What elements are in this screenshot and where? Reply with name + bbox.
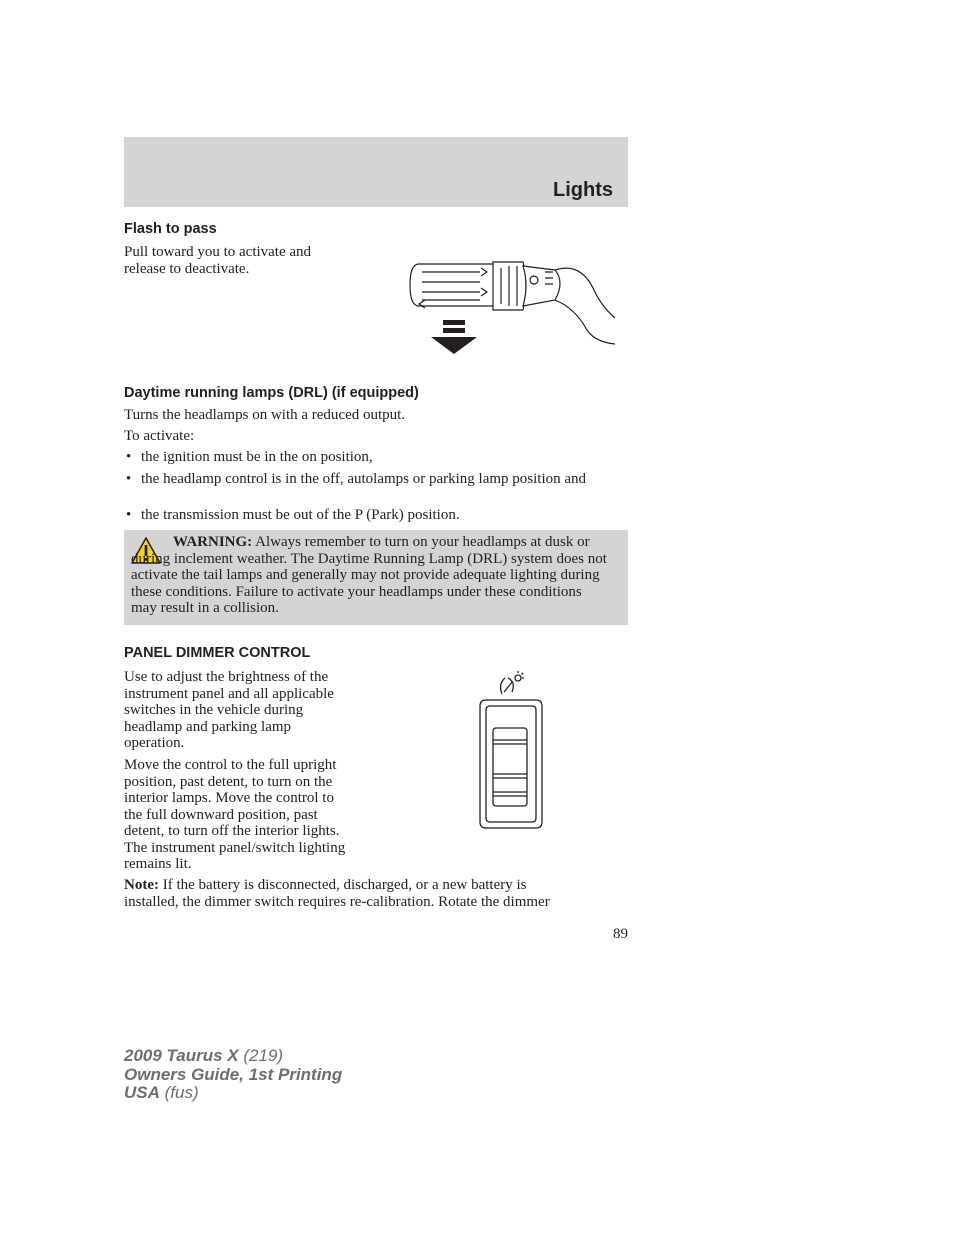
note-label: Note: (124, 877, 159, 893)
panel-dimmer-para-2-line: The instrument panel/switch lighting (124, 839, 346, 856)
footer-market: USA (124, 1083, 160, 1102)
panel-dimmer-heading: PANEL DIMMER CONTROL (124, 645, 311, 661)
panel-dimmer-para-2-line: position, past detent, to turn on the (124, 773, 333, 790)
panel-dimmer-para-2-line: the full downward position, past (124, 806, 318, 823)
footer-line-2: Owners Guide, 1st Printing (124, 1064, 343, 1084)
panel-dimmer-para-1-line: headlamp and parking lamp (124, 718, 292, 735)
footer-model: 2009 Taurus X (124, 1046, 239, 1065)
warning-box (124, 530, 628, 625)
note-line-1 (124, 877, 527, 894)
panel-dimmer-para-1-line: Use to adjust the brightness of the (124, 669, 329, 685)
panel-dimmer-para-2 (124, 757, 345, 873)
drl-bullet-3: • the transmission must be out of the P (Park) position. (124, 508, 628, 523)
page-number: 89 (613, 926, 628, 942)
panel-dimmer-para-1 (124, 669, 334, 752)
panel-dimmer-para-2-line: Move the control to the full upright (124, 757, 337, 773)
footer-line-3 (124, 1084, 342, 1103)
drl-bullet-1: • the ignition must be in the on position, (124, 450, 628, 465)
drl-heading: Daytime running lamps (DRL) (if equipped) (124, 385, 419, 401)
chapter-title: Lights (553, 179, 613, 201)
note-text-1: If the battery is disconnected, discharged, or a new battery is (162, 877, 527, 893)
drl-to-activate: To activate: (124, 428, 195, 444)
flash-to-pass-line-2: release to deactivate. (124, 261, 250, 277)
panel-dimmer-para-1-line: switches in the vehicle during (124, 702, 304, 718)
dimmer-switch-illustration (478, 670, 546, 832)
warning-body: Always remember to turn on your headlamps at dusk or during inclement weather. The Daytime Running Lamp (DRL) system does not activate the tail lamps and generally may not provide adequate lighting during these conditions. Failure to activate your headlamps under these conditions may result in a collision. (131, 534, 607, 617)
footer-model-code: (219) (238, 1046, 284, 1065)
panel-dimmer-para-1-line: operation. (124, 735, 185, 751)
chapter-header (124, 137, 628, 207)
panel-dimmer-para-2-line: interior lamps. Move the control to (124, 790, 334, 806)
panel-dimmer-para-2-line: detent, to turn off the interior lights. (124, 823, 340, 839)
footer-line-1 (124, 1047, 342, 1066)
multifunction-lever-illustration (405, 258, 620, 358)
drl-intro: Turns the headlamps on with a reduced output. (124, 407, 406, 423)
footer-market-code: (fus) (159, 1083, 199, 1102)
footer (124, 1047, 342, 1103)
panel-dimmer-para-2-line: remains lit. (124, 856, 192, 872)
note-line-2: installed, the dimmer switch requires re-calibration. Rotate the dimmer (124, 894, 550, 910)
flash-to-pass-heading: Flash to pass (124, 221, 217, 237)
panel-dimmer-para-1-line: instrument panel and all applicable (124, 685, 334, 702)
warning-text (131, 534, 611, 617)
drl-bullet-2: • the headlamp control is in the off, autolamps or parking lamp position and (124, 472, 628, 487)
flash-to-pass-line-1: Pull toward you to activate and (124, 244, 312, 260)
warning-label: WARNING: (173, 534, 253, 550)
